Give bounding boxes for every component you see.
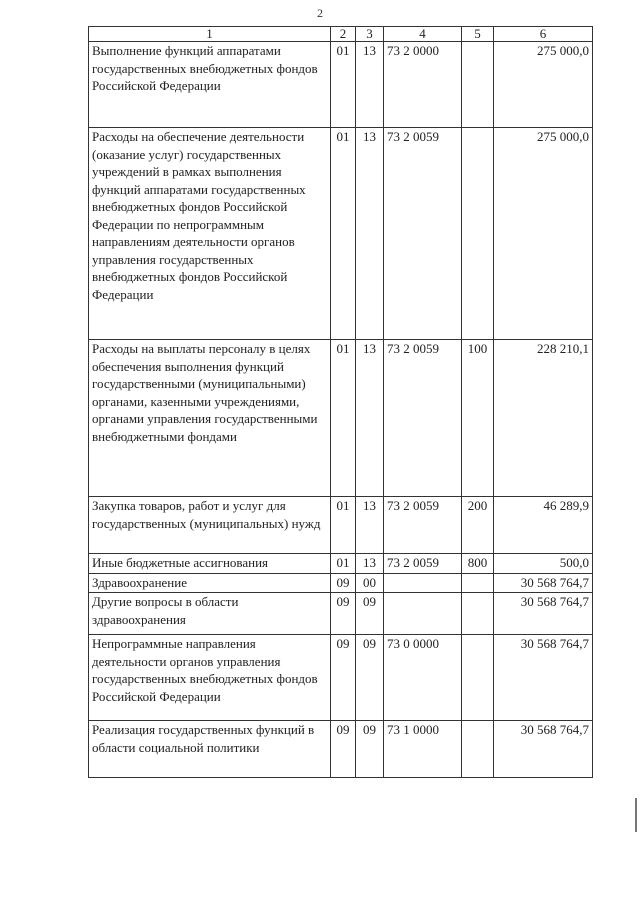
target-article-cell: 73 2 0059 [384,497,462,554]
target-article-cell: 73 2 0000 [384,42,462,128]
table-row [89,593,593,635]
amount-cell: 275 000,0 [494,128,593,340]
budget-table [88,26,593,778]
expense-type-cell [462,721,494,778]
row-name-cell: Закупка товаров, работ и услуг для государственных (муниципальных) нужд [89,497,331,554]
expense-type-cell: 800 [462,554,494,574]
target-article-cell [384,593,462,635]
amount-cell: 30 568 764,7 [494,635,593,721]
section-code-cell: 09 [331,721,356,778]
expense-type-cell [462,593,494,635]
table-row [89,340,593,497]
column-header: 3 [356,27,384,42]
column-header: 6 [494,27,593,42]
page-number: 2 [317,6,323,20]
section-code-cell: 01 [331,128,356,340]
subsection-code-cell: 13 [356,128,384,340]
table-row [89,128,593,340]
row-name-cell: Выполнение функций аппаратами государственных внебюджетных фондов Российской Федерации [89,42,331,128]
section-code-cell: 01 [331,42,356,128]
subsection-code-cell: 13 [356,42,384,128]
section-code-cell: 01 [331,554,356,574]
column-header: 4 [384,27,462,42]
target-article-cell: 73 0 0000 [384,635,462,721]
subsection-code-cell: 13 [356,340,384,497]
scan-margin-mark [635,798,637,832]
expense-type-cell [462,635,494,721]
section-code-cell: 09 [331,574,356,593]
amount-cell: 46 289,9 [494,497,593,554]
subsection-code-cell: 09 [356,721,384,778]
subsection-code-cell: 00 [356,574,384,593]
row-name-cell: Реализация государственных функций в области социальной политики [89,721,331,778]
subsection-code-cell: 09 [356,635,384,721]
section-code-cell: 01 [331,497,356,554]
amount-cell: 500,0 [494,554,593,574]
table-row [89,574,593,593]
table-row [89,42,593,128]
subsection-code-cell: 09 [356,593,384,635]
expense-type-cell [462,128,494,340]
subsection-code-cell: 13 [356,554,384,574]
target-article-cell: 73 1 0000 [384,721,462,778]
target-article-cell [384,574,462,593]
target-article-cell: 73 2 0059 [384,554,462,574]
amount-cell: 30 568 764,7 [494,721,593,778]
expense-type-cell: 200 [462,497,494,554]
amount-cell: 30 568 764,7 [494,574,593,593]
table-row [89,497,593,554]
table-row [89,635,593,721]
table-row [89,554,593,574]
amount-cell: 228 210,1 [494,340,593,497]
row-name-cell: Непрограммные направления деятельности органов управления государственных внебюджетных фондов Российской Федерации [89,635,331,721]
section-code-cell: 09 [331,593,356,635]
column-header: 5 [462,27,494,42]
table-row [89,721,593,778]
section-code-cell: 09 [331,635,356,721]
column-header: 2 [331,27,356,42]
subsection-code-cell: 13 [356,497,384,554]
section-code-cell: 01 [331,340,356,497]
row-name-cell: Расходы на обеспечение деятельности (оказание услуг) государственных учреждений в рамках выполнения функций аппаратами государственных внебюджетных фондов Российской Федерации по непрограммным направлениям деятельности органов управления государственных внебюджетных фондов Российской Федерации [89,128,331,340]
target-article-cell: 73 2 0059 [384,128,462,340]
row-name-cell: Иные бюджетные ассигнования [89,554,331,574]
expense-type-cell: 100 [462,340,494,497]
column-header: 1 [89,27,331,42]
expense-type-cell [462,42,494,128]
expense-type-cell [462,574,494,593]
row-name-cell: Здравоохранение [89,574,331,593]
table-header-row [89,27,593,42]
target-article-cell: 73 2 0059 [384,340,462,497]
amount-cell: 275 000,0 [494,42,593,128]
row-name-cell: Другие вопросы в области здравоохранения [89,593,331,635]
amount-cell: 30 568 764,7 [494,593,593,635]
row-name-cell: Расходы на выплаты персоналу в целях обеспечения выполнения функций государственными (муниципальными) органами, казенными учреждениями, органами управления государственными внебюджетными фондами [89,340,331,497]
